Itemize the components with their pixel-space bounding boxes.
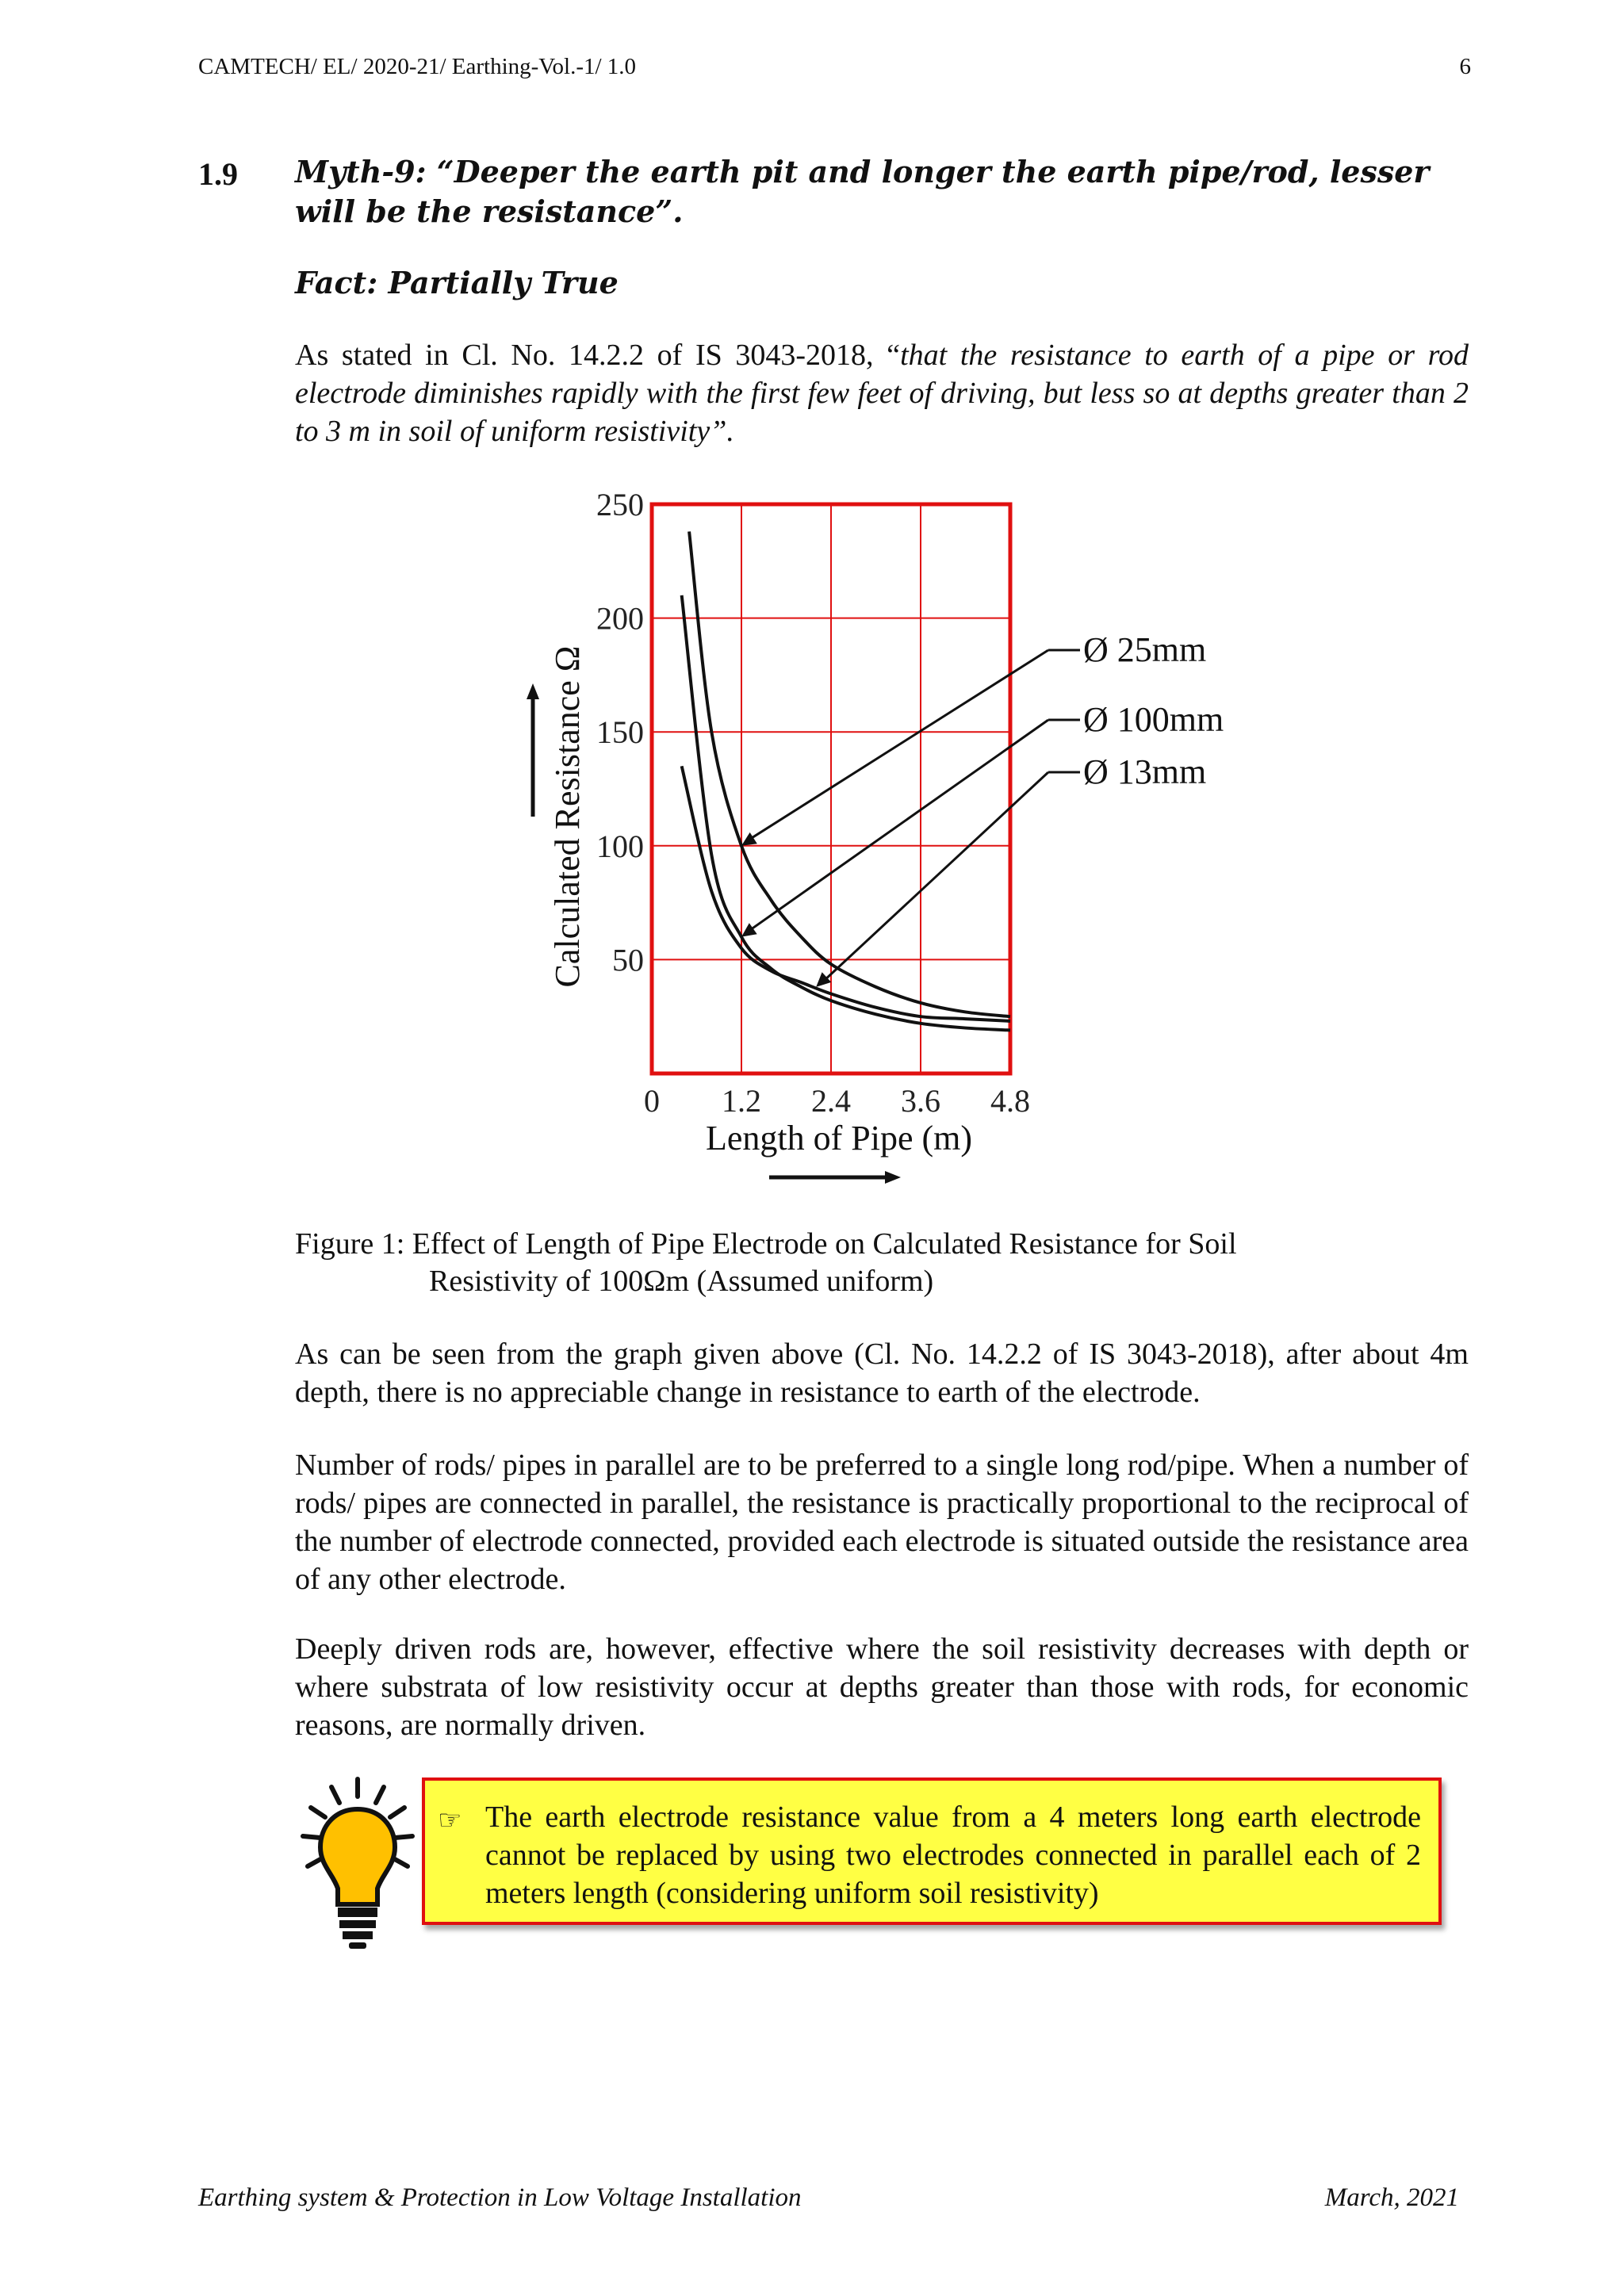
x-tick-label: 0 [644, 1083, 660, 1119]
paragraph-4: Deeply driven rods are, however, effective where the soil resistivity decreases with depth or where substrata of low resistivity occur at depths greater than those with rods, for economic reasons, are normally driven. [295, 1632, 1469, 1742]
y-tick-label: 150 [596, 714, 644, 751]
legend-label: Ø 100mm [1083, 700, 1224, 739]
figure-caption-line2: Resistivity of 100Ωm (Assumed uniform) [429, 1265, 934, 1298]
legend-arrowhead [741, 923, 757, 936]
y-tick-label: 100 [596, 828, 644, 864]
curve-13mm [682, 766, 1010, 1021]
x-tick-label: 4.8 [990, 1083, 1030, 1119]
legend-label: Ø 25mm [1083, 630, 1207, 669]
myth-heading: Myth-9: “Deeper the earth pit and longer the earth pipe/rod, lesser will be the resistance”. [295, 154, 1430, 229]
legend-leader [749, 650, 1048, 840]
section-number: 1.9 [198, 156, 238, 192]
page-number: 6 [1459, 54, 1471, 79]
x-axis-label: Length of Pipe (m) [705, 1119, 973, 1158]
legend-label: Ø 13mm [1083, 752, 1207, 791]
legend-leader [749, 720, 1048, 931]
fact-heading: Fact: Partially True [295, 265, 619, 300]
y-axis-label: Calculated Resistance Ω [548, 645, 587, 988]
footer-date: March, 2021 [1324, 2183, 1459, 2212]
x-tick-label: 2.4 [811, 1083, 851, 1119]
y-axis-arrowhead [527, 683, 539, 699]
legend-arrowhead [741, 832, 757, 846]
x-tick-label: 3.6 [901, 1083, 940, 1119]
chart-legend [741, 630, 1224, 987]
y-tick-labels [596, 487, 644, 978]
x-axis-arrowhead [885, 1171, 901, 1184]
tip-text: The earth electrode resistance value from a 4 meters long earth electrode cannot be replaced by using two electrodes connected in parallel each of 2 meters length (considering uniform soil resistivity) [485, 1800, 1421, 1910]
intro-paragraph [295, 336, 1469, 450]
running-header: CAMTECH/ EL/ 2020-21/ Earthing-Vol.-1/ 1.0 [198, 54, 637, 79]
legend-leader [824, 772, 1048, 981]
intro-lead: As stated in Cl. No. 14.2.2 of IS 3043-2018, “ [295, 339, 901, 372]
y-tick-label: 50 [612, 942, 644, 978]
paragraph-2: As can be seen from the graph given above (Cl. No. 14.2.2 of IS 3043-2018), after about 4m depth, there is no appreciable change in resistance to earth of the electrode. [295, 1337, 1469, 1409]
intro-quote: that the resistance to earth of a pipe or rod electrode diminishes rapidly with the first few feet of driving, but less so at depths greater than 2 to 3 m in soil of uniform resistivity”. [295, 339, 1469, 448]
resistance-chart [515, 484, 1229, 1197]
figure-caption-line1: Figure 1: Effect of Length of Pipe Electrode on Calculated Resistance for Soil [295, 1227, 1237, 1261]
pointing-hand-icon: ☞ [438, 1806, 462, 1835]
lightbulb-icon [298, 1773, 417, 1955]
y-tick-label: 200 [596, 600, 644, 637]
x-tick-labels [644, 1083, 1030, 1119]
footer-title: Earthing system & Protection in Low Voltage Installation [198, 2183, 802, 2212]
x-tick-label: 1.2 [722, 1083, 761, 1119]
paragraph-3: Number of rods/ pipes in parallel are to be preferred to a single long rod/pipe. When a number of rods/ pipes are connected in parallel, the resistance is practically proportional to the reciprocal of the number of electrode connected, provided each electrode is situated outside the resistance area of any other electrode. [295, 1448, 1469, 1596]
y-tick-label: 250 [596, 487, 644, 522]
